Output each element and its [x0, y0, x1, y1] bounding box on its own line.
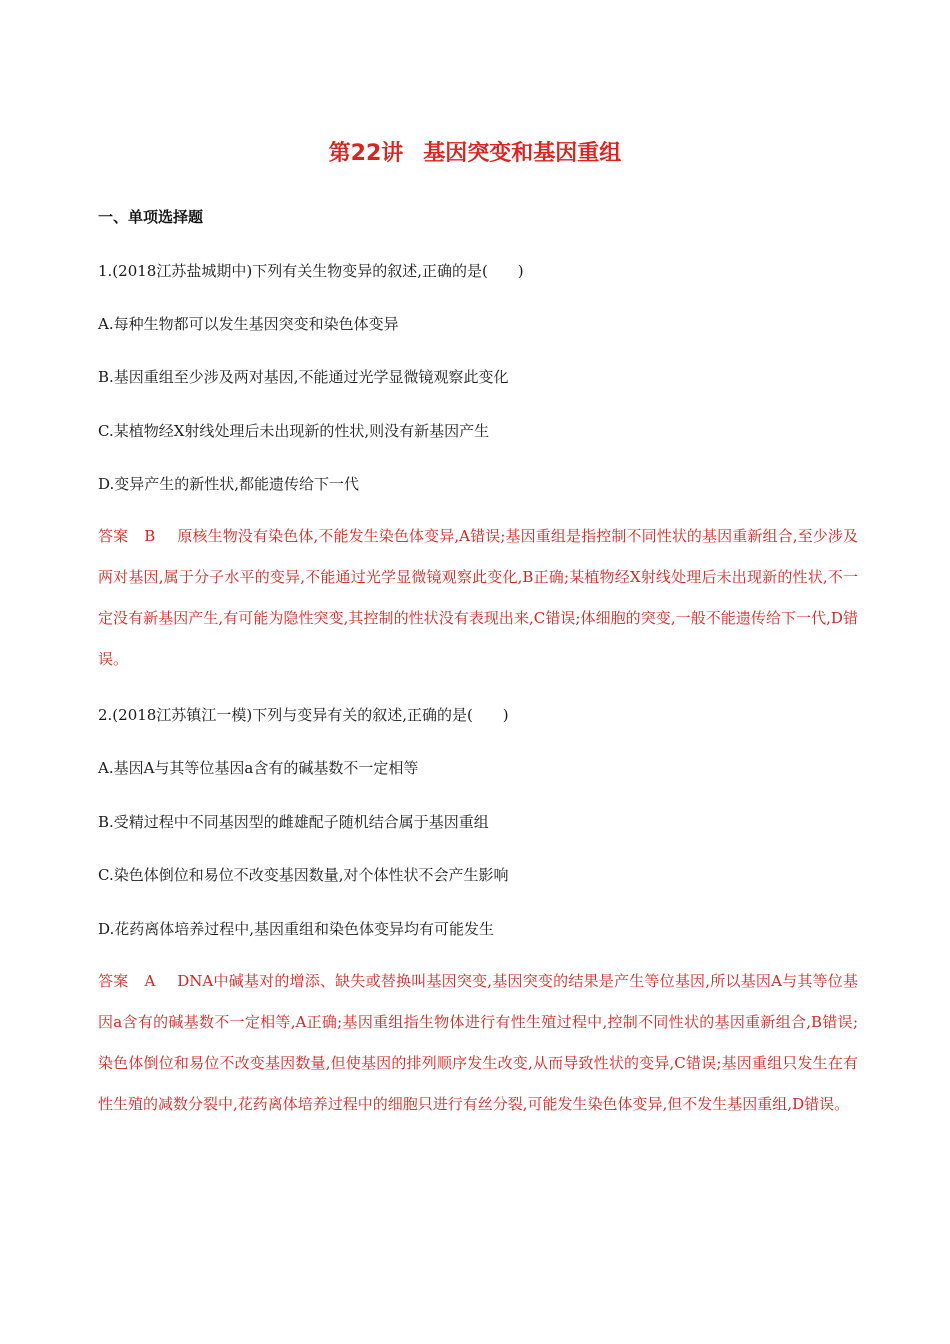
question-1-option-a: A.每种生物都可以发生基因突变和染色体变异 [98, 315, 399, 333]
question-2-stem: 2.(2018江苏镇江一模)下列与变异有关的叙述,正确的是( ) [98, 706, 509, 724]
question-2-option-b: B.受精过程中不同基因型的雌雄配子随机结合属于基因重组 [98, 813, 489, 831]
lecture-topic: 基因突变和基因重组 [423, 141, 622, 166]
question-1-answer [98, 516, 858, 680]
page-title [0, 136, 950, 167]
answer-label: 答案 [98, 527, 129, 545]
answer-explanation: 原核生物没有染色体,不能发生染色体变异,A错误;基因重组是指控制不同性状的基因重新组合,至少涉及两对基因,属于分子水平的变异,不能通过光学显微镜观察此变化,B正确;某植物经X射线处理后未出现新的性状,不一定没有新基因产生,有可能为隐性突变,其控制的性状没有表现出来,C错误;体细胞的突变,一般不能遗传给下一代,D错误。 [98, 527, 858, 668]
answer-explanation: DNA中碱基对的增添、缺失或替换叫基因突变,基因突变的结果是产生等位基因,所以基因A与其等位基因a含有的碱基数不一定相等,A正确;基因重组指生物体进行有性生殖过程中,控制不同性状的基因重新组合,B错误;染色体倒位和易位不改变基因数量,但使基因的排列顺序发生改变,从而导致性状的变异,C错误;基因重组只发生在有性生殖的减数分裂中,花药离体培养过程中的细胞只进行有丝分裂,可能发生染色体变异,但不发生基因重组,D错误。 [98, 972, 858, 1113]
answer-option: A [144, 972, 156, 990]
answer-option: B [144, 527, 156, 545]
question-1-option-d: D.变异产生的新性状,都能遗传给下一代 [98, 475, 360, 493]
question-1-stem: 1.(2018江苏盐城期中)下列有关生物变异的叙述,正确的是( ) [98, 262, 524, 280]
question-2-answer [98, 961, 858, 1125]
lecture-number: 第22讲 [328, 141, 404, 166]
question-2-option-c: C.染色体倒位和易位不改变基因数量,对个体性状不会产生影响 [98, 866, 509, 884]
section-heading: 一、单项选择题 [98, 208, 204, 226]
question-2-option-a: A.基因A与其等位基因a含有的碱基数不一定相等 [98, 759, 419, 777]
question-1-option-c: C.某植物经X射线处理后未出现新的性状,则没有新基因产生 [98, 422, 490, 440]
answer-label: 答案 [98, 972, 129, 990]
question-2-option-d: D.花药离体培养过程中,基因重组和染色体变异均有可能发生 [98, 920, 495, 938]
question-1-option-b: B.基因重组至少涉及两对基因,不能通过光学显微镜观察此变化 [98, 368, 509, 386]
